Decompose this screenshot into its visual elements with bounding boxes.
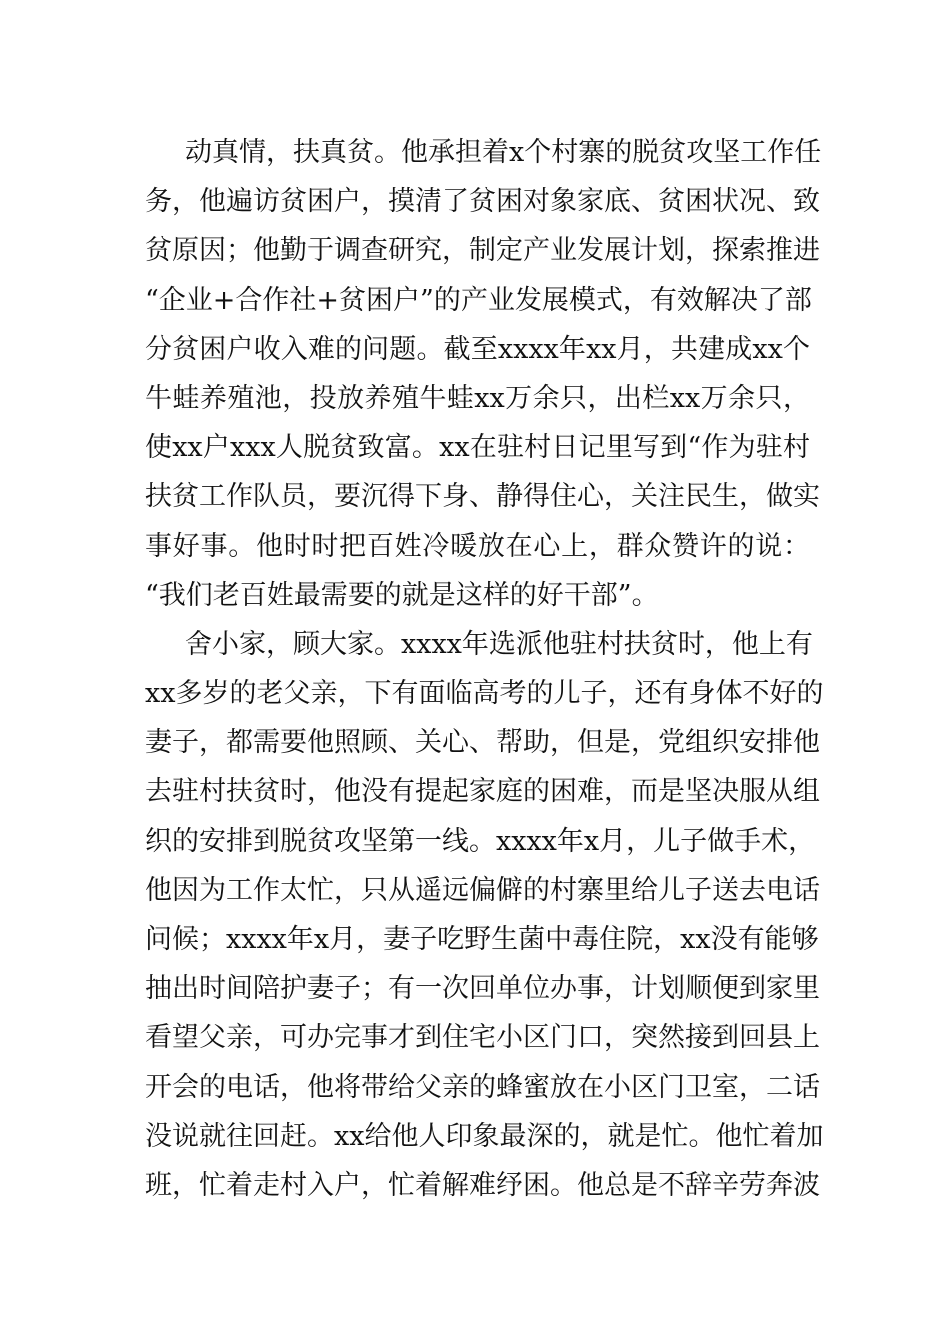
text-line: 开会的电话，他将带给父亲的蜂蜜放在小区门卫室，二话 <box>145 1071 820 1103</box>
text-line: 他因为工作太忙，只从遥远偏僻的村寨里给儿子送去电话 <box>145 874 820 906</box>
text-line: 贫原因；他勤于调查研究，制定产业发展计划，探索推进 <box>145 235 820 267</box>
text-line: 妻子，都需要他照顾、关心、帮助，但是，党组织安排他 <box>145 727 820 759</box>
text-line: 分贫困户收入难的问题。截至xxxx年xx月，共建成xx个 <box>145 333 810 365</box>
text-line: 务，他遍访贫困户，摸清了贫困对象家底、贫困状况、致 <box>145 186 820 218</box>
text-line: 舍小家，顾大家。xxxx年选派他驻村扶贫时，他上有 <box>185 628 813 660</box>
text-line: xx多岁的老父亲，下有面临高考的儿子，还有身体不好的 <box>145 678 824 710</box>
text-line: 事好事。他时时把百姓冷暖放在心上，群众赞许的说： <box>145 530 810 562</box>
text-line: 问候；xxxx年x月，妻子吃野生菌中毒住院，xx没有能够 <box>145 924 819 955</box>
body-text <box>145 128 824 1210</box>
text-line: 使xx户xxx人脱贫致富。xx在驻村日记里写到“作为驻村 <box>145 432 810 464</box>
text-line: 看望父亲，可办完事才到住宅小区门口，突然接到回县上 <box>145 1022 820 1054</box>
text-line: 班，忙着走村入户，忙着解难纾困。他总是不辞辛劳奔波 <box>145 1169 820 1201</box>
text-line: 去驻村扶贫时，他没有提起家庭的困难，而是坚决服从组 <box>145 776 820 808</box>
text-line: 没说就往回赶。xx给他人印象最深的，就是忙。他忙着加 <box>145 1120 824 1152</box>
text-line: “我们老百姓最需要的就是这样的好干部”。 <box>145 579 659 611</box>
text-line: 牛蛙养殖池，投放养殖牛蛙xx万余只，出栏xx万余只， <box>145 382 810 414</box>
text-line: “企业+合作社+贫困户”的产业发展模式，有效解决了部 <box>145 284 812 316</box>
text-line: 抽出时间陪护妻子；有一次回单位办事，计划顺便到家里 <box>145 973 820 1005</box>
text-line: 织的安排到脱贫攻坚第一线。xxxx年x月，儿子做手术， <box>145 825 816 857</box>
text-line: 扶贫工作队员，要沉得下身、静得住心，关注民生，做实 <box>145 481 820 513</box>
text-line: 动真情，扶真贫。他承担着x个村寨的脱贫攻坚工作任 <box>185 137 822 168</box>
